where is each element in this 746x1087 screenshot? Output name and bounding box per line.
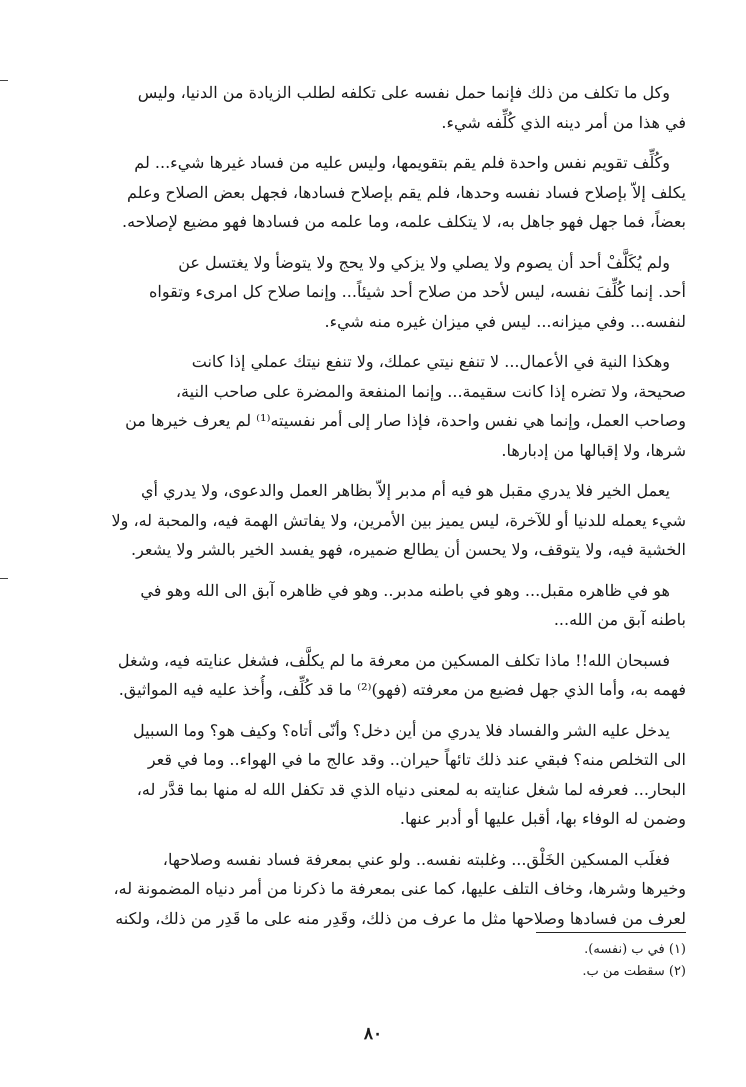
paragraph bbox=[60, 78, 686, 137]
paragraph bbox=[60, 845, 686, 934]
text-line: يدخل عليه الشر والفساد فلا يدري من أين دخل؟ وأنّى أتاه؟ وكيف هو؟ وما السبيل bbox=[133, 720, 670, 740]
paragraph bbox=[60, 148, 686, 237]
text-line: بعضاً، فما جهل فهو جاهل به، لا يتكلف علمه، وما علمه من فسادها فهو مضيع لإصلاحه. bbox=[122, 212, 686, 231]
text-line: لعرف من فسادها وصلاحها مثل ما عرف من ذلك، وقَدِر منه على ما قَدِر من ذلك، ولكنه bbox=[115, 908, 686, 928]
text-line: يعمل الخير فلا يدري مقبل هو فيه أم مدبر إلاّ بظاهر العمل والدعوى، ولا يدري أي bbox=[141, 481, 670, 500]
text-line: فسبحان الله!! ماذا تكلف المسكين من معرفة ما لم يكلَّف، فشغل عنايته فيه، وشغل bbox=[117, 650, 670, 670]
text-line: هو في ظاهره مقبل... وهو في باطنه مدبر.. وهو في ظاهره آبق الى الله وهو في bbox=[140, 580, 670, 600]
footnote-divider bbox=[536, 932, 686, 933]
paragraph bbox=[60, 476, 686, 565]
footnotes bbox=[60, 932, 686, 983]
text-line: البحار... فعرفه لما شغل عنايته به لمعنى دنياه الذي قد تكفل الله له منها بما قدَّر له، bbox=[136, 779, 686, 799]
text-line: وضمن له الوفاء بها، أقبل عليها أو أدبر عنها. bbox=[399, 809, 686, 828]
paragraph bbox=[60, 646, 686, 705]
text-line: باطنه آبق من الله... bbox=[553, 610, 686, 629]
text-line: صحيحة، ولا تضره إذا كانت سقيمة... وإنما المنفعة والمضرة على صاحب النية، bbox=[175, 381, 686, 401]
text-line: في هذا من أمر دينه الذي كُلِّفه شيء. bbox=[441, 112, 686, 132]
text-line: شرها، ولا إقبالها من إدبارها. bbox=[501, 440, 686, 460]
footnote: (١) في ب (نفسه). bbox=[584, 942, 686, 957]
text-line: أحد. إنما كُلِّفَ نفسه، ليس لأحد من صلاح أحد شيئاً... وإنما صلاح كل امرىء وتقواه bbox=[149, 282, 686, 301]
text-line: الخشية فيه، ولا يتوقف، ولا يحسن أن يطالع ضميره، فهو يفسد الخير بالشر ولا يشعر. bbox=[130, 540, 686, 559]
text-line: وكل ما تكلف من ذلك فإنما حمل نفسه على تكلفه لطلب الزيادة من الدنيا، وليس bbox=[137, 83, 670, 102]
page-number: ٨٠ bbox=[363, 1024, 383, 1044]
scan-edge-mark bbox=[0, 80, 8, 81]
text-line: الى التخلص منه؟ فبقي عند ذلك تائهاً حيران.. وقد عالج ما في الهواء.. وما في قعر bbox=[147, 750, 686, 769]
text-line: يكلف إلاّ بإصلاح فساد نفسه وحدها، فلم يقم بإصلاح فسادها، فجهل بعض الصلاح وعلم bbox=[127, 182, 686, 202]
text-line: وهكذا النية في الأعمال... لا تنفع نيتي عملك، ولا تنفع نيتك عملي إذا كانت bbox=[191, 352, 670, 371]
paragraph bbox=[60, 716, 686, 834]
text-line: لنفسه... وفي ميزانه... ليس في ميزان غيره منه شيء. bbox=[324, 311, 686, 331]
text-line: وكُلِّف تقويم نفس واحدة فلم يقم بتقويمها، وليس عليه من فساد غيرها شيء... لم bbox=[134, 153, 670, 172]
text-line: فغلَب المسكين الخَلْق... وغلبته نفسه.. ولو عني بمعرفة فساد نفسه وصلاحها، bbox=[162, 849, 670, 869]
footnote: (٢) سقطت من ب. bbox=[582, 964, 686, 979]
paragraph bbox=[60, 576, 686, 635]
text-line: وخيرها وشرها، وخاف التلف عليها، كما عنى بمعرفة ما ذكرنا من أمر دنياه المضمونة له، bbox=[113, 879, 686, 898]
text-line: شيء يعمله للدنيا أو للآخرة، ليس يميز بين الأمرين، ولا يفاتش الهمة فيه، والمحبة له، ولا bbox=[111, 510, 686, 530]
text-line: فهمه به، وأما الذي جهل فضيع من معرفته (فهو)⁽²⁾ ما قد كُلِّف، وأُخذ عليه فيه المواثيق. bbox=[118, 680, 686, 699]
paragraph bbox=[60, 347, 686, 465]
body-text bbox=[60, 78, 686, 944]
text-line: وصاحب العمل، وإنما هي نفس واحدة، فإذا صار إلى أمر نفسيته⁽¹⁾ لم يعرف خيرها من bbox=[125, 411, 686, 430]
paragraph bbox=[60, 248, 686, 337]
text-line: ولم يُكَلَّفْ أحد أن يصوم ولا يصلي ولا يزكي ولا يحج ولا يتوضأ ولا يغتسل عن bbox=[178, 252, 670, 272]
scan-edge-mark bbox=[0, 578, 8, 579]
